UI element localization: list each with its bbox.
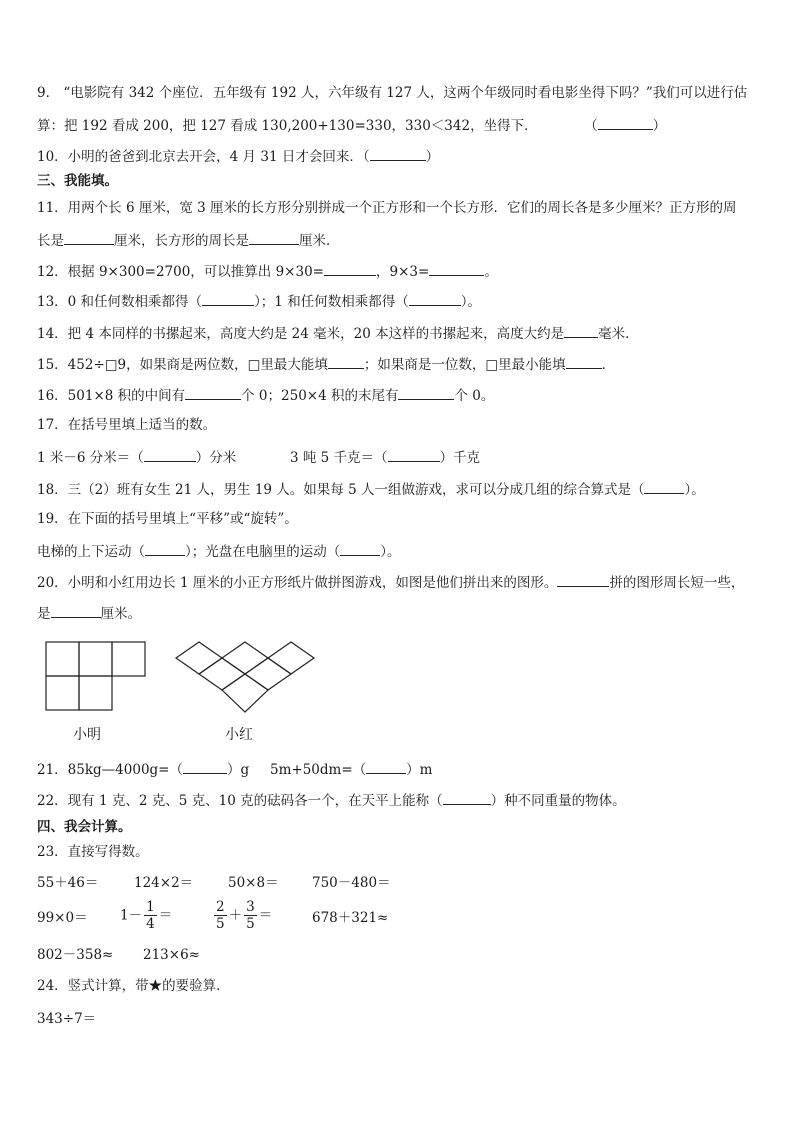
xiaohong-square — [245, 658, 291, 690]
q18: 18．三（2）班有女生 21 人，男生 19 人。如果每 5 人一组做游戏，求可以分成几组的综合算式是（ ）。 — [37, 479, 705, 499]
q15-blank-2[interactable] — [566, 354, 602, 369]
q9-answer-blank[interactable] — [598, 115, 653, 130]
q23-item: 50×8＝ — [228, 875, 279, 891]
xiaohong-square — [268, 642, 314, 674]
q23-item: 55＋46＝ — [37, 875, 99, 891]
xiaoming-square — [79, 642, 112, 676]
q9-line2: 算：把 192 看成 200，把 127 看成 130,200+130=330，330＜342，坐得下． （ ） — [37, 115, 666, 135]
q20-line2: 是 厘米。 — [37, 603, 141, 623]
q18-blank[interactable] — [644, 479, 684, 494]
section-3-title: 三、我能填。 — [37, 173, 118, 189]
q20-blank-name[interactable] — [557, 572, 609, 587]
q21-blank-1[interactable] — [183, 759, 227, 774]
xiaoming-figure — [44, 640, 148, 712]
q24-title: 24．竖式计算，带★的要验算． — [37, 978, 230, 994]
q23-item: 678＋321≈ — [312, 910, 389, 926]
q17-b: 3 吨 5 千克＝（ ）千克 — [290, 447, 480, 467]
q13-blank-1[interactable] — [202, 291, 254, 306]
xiaohong-caption: 小红 — [225, 727, 253, 743]
q16-blank-2[interactable] — [398, 385, 454, 400]
q15-blank-1[interactable] — [328, 354, 364, 369]
q21-a: 21．85kg—4000g=（ ）g — [37, 759, 249, 779]
xiaoming-square — [46, 642, 79, 676]
xiaoming-square — [46, 676, 79, 710]
q12-blank-1[interactable] — [324, 261, 376, 276]
q19-blank-1[interactable] — [145, 541, 185, 556]
q11-blank-square[interactable] — [64, 230, 114, 245]
q14: 14．把 4 本同样的书摞起来，高度大约是 24 毫米，20 本这样的书摞起来，高度大约是 毫米． — [37, 323, 639, 343]
q23-item: 213×6≈ — [143, 947, 200, 963]
xiaohong-square — [199, 658, 245, 690]
q23-item: 802－358≈ — [37, 947, 114, 963]
q11-line2: 长是 厘米，长方形的周长是 厘米． — [37, 230, 340, 250]
xiaoming-caption: 小明 — [73, 727, 101, 743]
q23-item: 124×2＝ — [134, 875, 194, 891]
q14-blank[interactable] — [564, 323, 598, 338]
fraction: $\frac{2}{5}$ — [216, 899, 225, 932]
q22: 22．现有 1 克、2 克、5 克、10 克的砝码各一个，在天平上能称（ ）种不同重量的物体。 — [37, 790, 626, 810]
xiaohong-square — [176, 642, 222, 674]
q10-answer-blank[interactable] — [370, 146, 426, 161]
xiaohong-square — [222, 642, 268, 674]
xiaohong-square — [222, 674, 268, 712]
q23-fraction-item: $\frac{2}{5}$ ＋ $\frac{3}{5}$ ＝ — [216, 899, 273, 932]
q12: 12．根据 9×300=2700，可以推算出 9×30= ，9×3= 。 — [37, 261, 498, 281]
q11-blank-rect[interactable] — [249, 230, 299, 245]
q16-blank-1[interactable] — [185, 385, 241, 400]
q17-title: 17．在括号里填上适当的数。 — [37, 417, 217, 433]
q20-blank-length[interactable] — [51, 603, 101, 618]
xiaoming-square — [112, 642, 145, 676]
q15: 15．452÷□9，如果商是两位数，□里最大能填 ；如果商是一位数，□里最小能填 ． — [37, 354, 615, 374]
q24-expression: 343÷7＝ — [37, 1011, 97, 1027]
q19-answers: 电梯的上下运动（ ）；光盘在电脑里的运动（ ）。 — [37, 541, 401, 561]
q9-line1: 9． “电影院有 342 个座位．五年级有 192 人，六年级有 127 人，这两个年级同时看电影坐得下吗？”我们可以进行估 — [37, 85, 748, 101]
q11-line1: 11．用两个长 6 厘米，宽 3 厘米的长方形分别拼成一个正方形和一个长方形．它们的周长各是多少厘米？正方形的周 — [37, 200, 737, 216]
q10: 10．小明的爸爸到北京去开会，4 月 31 日才会回来．（ ） — [37, 146, 439, 166]
fraction: $\frac{1}{4}$ — [146, 899, 155, 932]
xiaohong-figure — [174, 640, 318, 714]
q23-item: 750－480＝ — [312, 875, 391, 891]
q17-a: 1 米－6 分米＝（ ）分米 — [37, 447, 236, 467]
q21-b: 5m+50dm=（ ）m — [270, 759, 432, 779]
fraction: $\frac{3}{5}$ — [246, 899, 255, 932]
q23-title: 23．直接写得数。 — [37, 844, 149, 860]
q20-line1: 20．小明和小红用边长 1 厘米的小正方形纸片做拼图游戏，如图是他们拼出来的图形。 拼的图形周长短一些， — [37, 572, 744, 592]
q21-blank-2[interactable] — [366, 759, 406, 774]
q23-fraction-item: 1－ $\frac{1}{4}$ ＝ — [120, 899, 173, 932]
xiaoming-square — [79, 676, 112, 710]
q12-blank-2[interactable] — [429, 261, 484, 276]
q19-title: 19．在下面的括号里填上“平移”或“旋转”。 — [37, 511, 298, 527]
q16: 16．501×8 积的中间有 个 0；250×4 积的末尾有 个 0。 — [37, 385, 494, 405]
q13-blank-2[interactable] — [409, 291, 461, 306]
q17-blank-1[interactable] — [144, 447, 196, 462]
q13: 13．0 和任何数相乘都得（ ）；1 和任何数相乘都得（ ）。 — [37, 291, 481, 311]
q23-item: 99×0＝ — [37, 910, 88, 926]
q9-text: 算：把 192 看成 200，把 127 看成 130,200+130=330，330＜342，坐得下． — [37, 118, 538, 134]
q19-blank-2[interactable] — [340, 541, 380, 556]
q22-blank[interactable] — [443, 790, 491, 805]
q17-blank-2[interactable] — [388, 447, 440, 462]
section-4-title: 四、我会计算。 — [37, 819, 132, 835]
